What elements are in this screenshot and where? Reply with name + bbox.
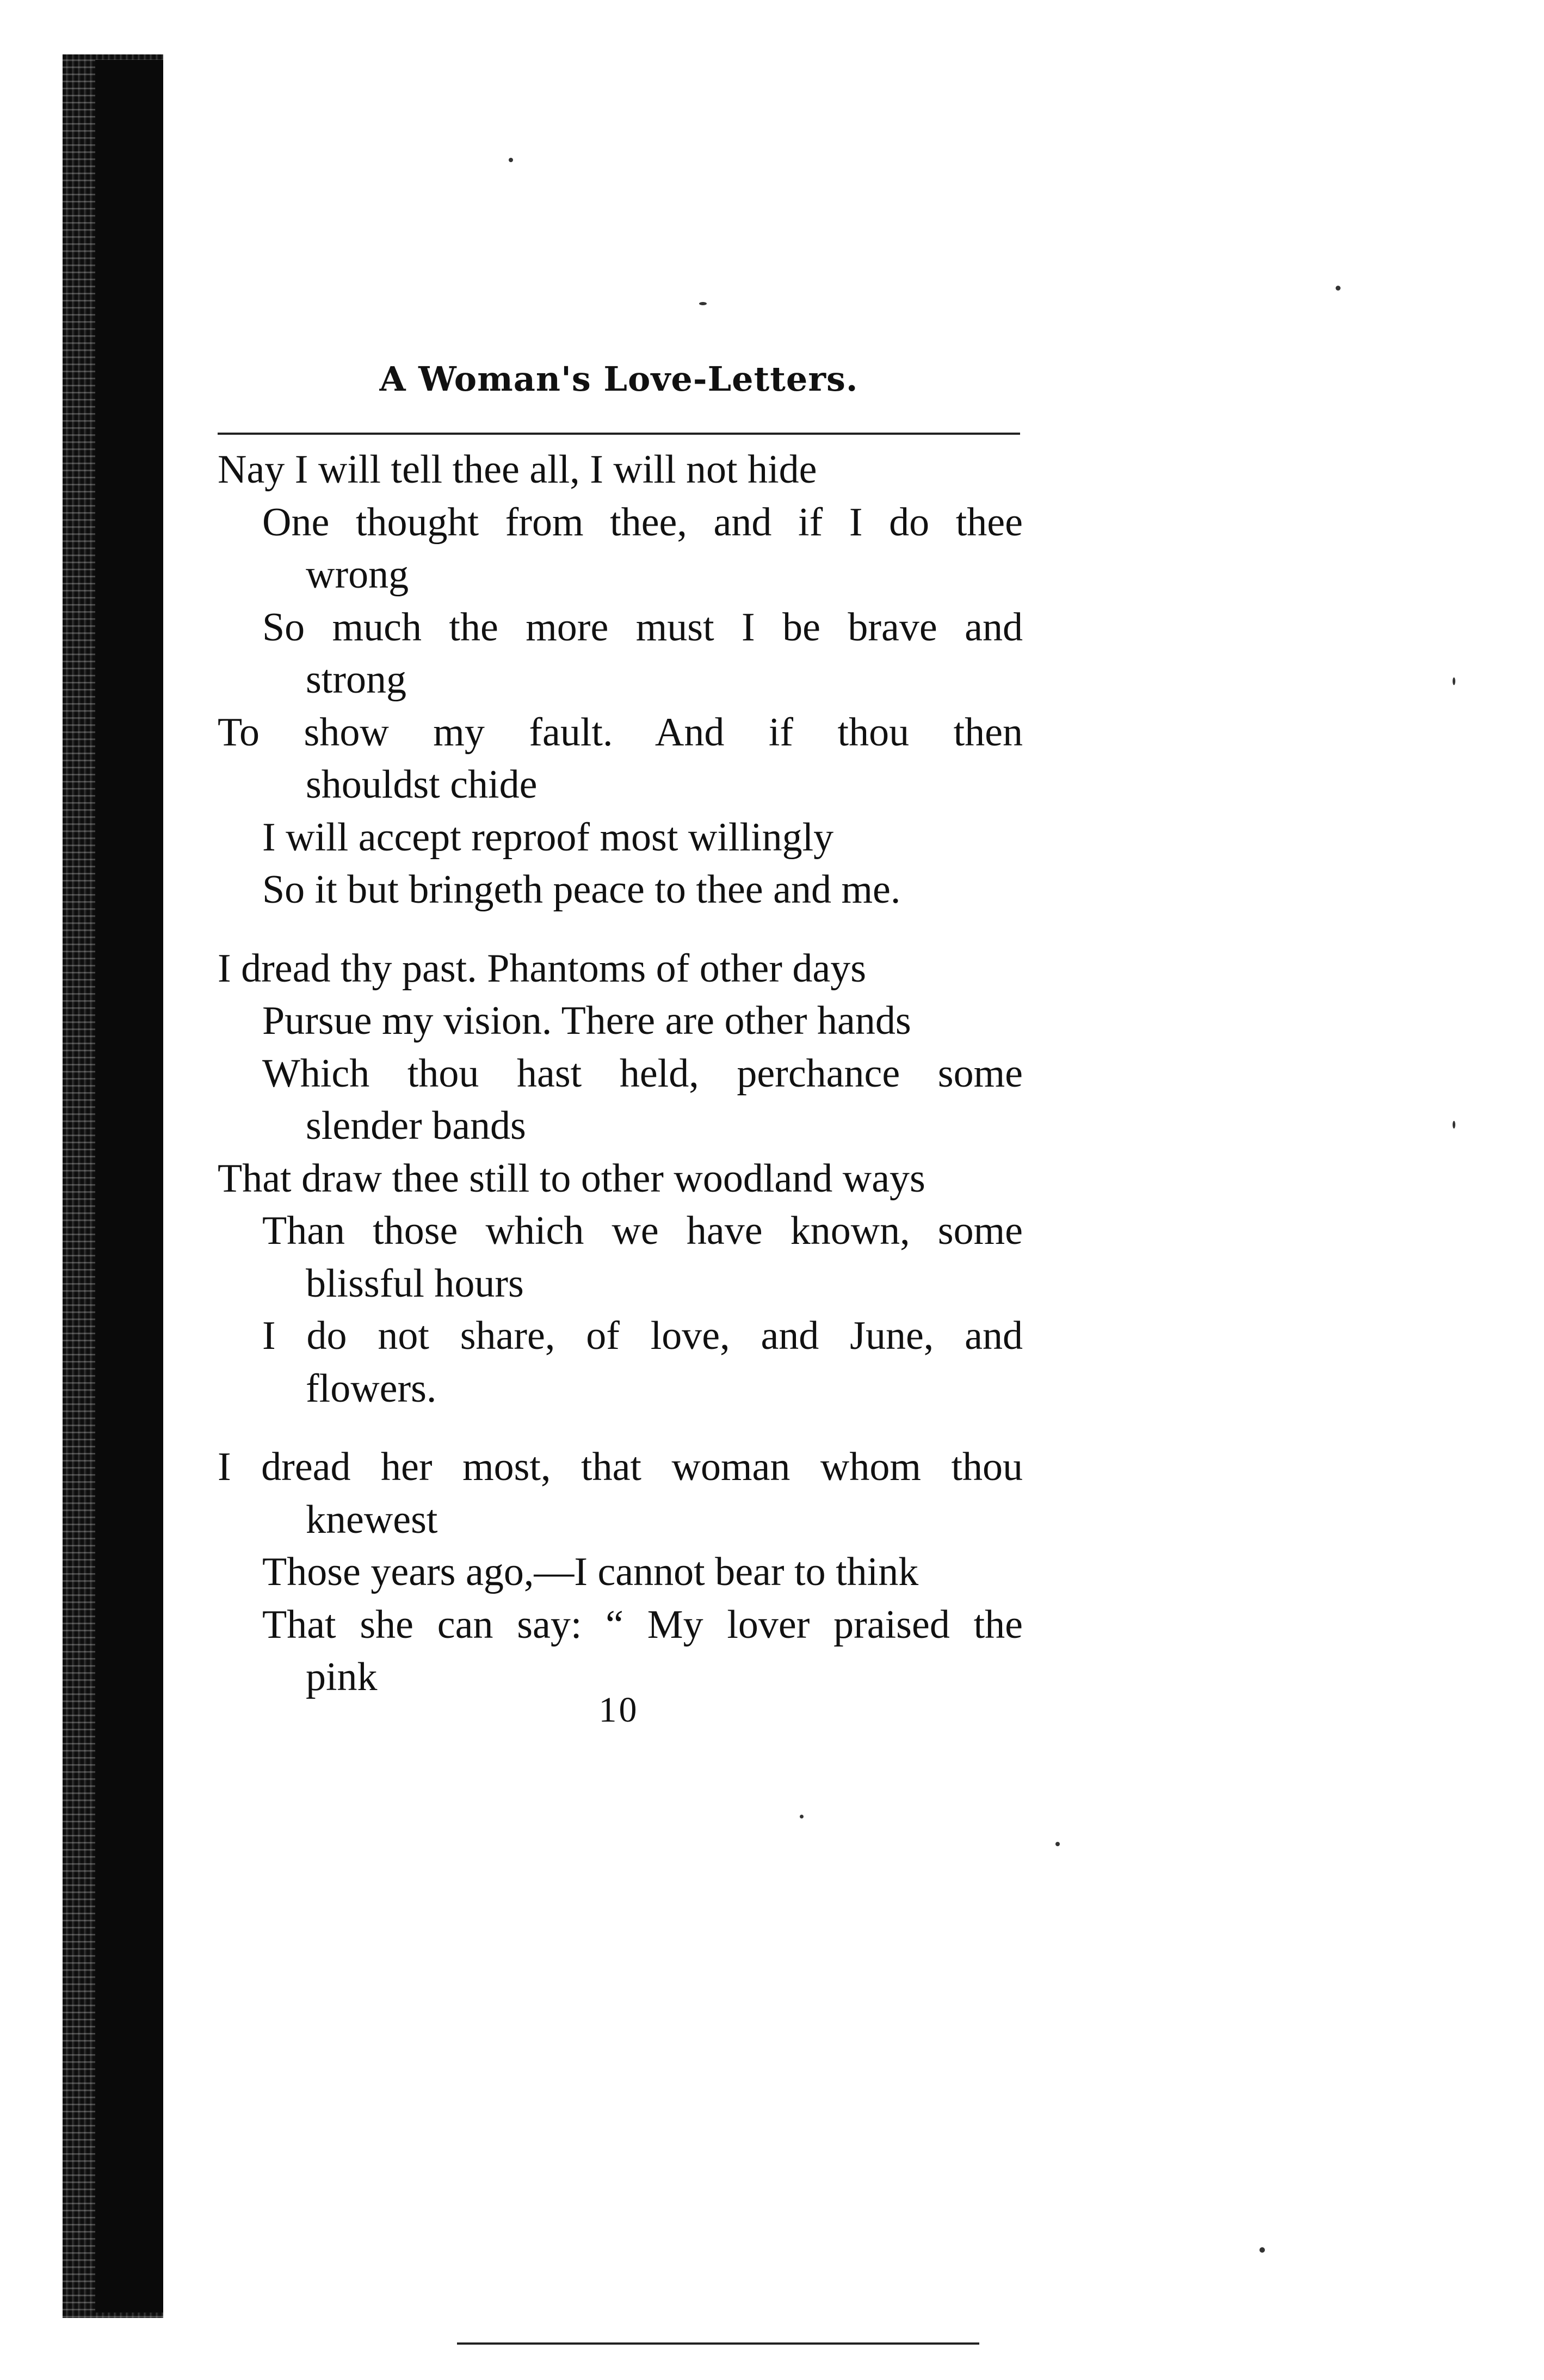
scan-speck xyxy=(1453,1121,1455,1129)
stanza xyxy=(218,942,1023,1415)
poem-line: To show my fault. And if thou then xyxy=(218,710,1023,755)
scan-speck xyxy=(1336,286,1341,291)
poem-line: Pursue my vision. There are other hands xyxy=(262,998,911,1043)
running-head: A Woman's Love-Letters. xyxy=(379,359,859,399)
poem-body xyxy=(218,443,1023,1704)
poem-line: flowers. xyxy=(306,1366,437,1411)
poem-line: shouldst chide xyxy=(306,762,538,807)
poem-line: That draw thee still to other woodland ways xyxy=(218,1156,925,1201)
page-number: 10 xyxy=(598,1690,639,1730)
scan-speck xyxy=(1453,677,1455,685)
header-rule xyxy=(218,433,1020,435)
poem-line: Which thou hast held, perchance some xyxy=(262,1051,1023,1096)
poem-line: knewest xyxy=(306,1497,438,1542)
poem-line: Those years ago,—I cannot bear to think xyxy=(262,1550,919,1594)
poem-line: wrong xyxy=(306,552,409,597)
poem-line: blissful hours xyxy=(306,1261,524,1306)
poem-line: That she can say: “ My lover praised the xyxy=(262,1602,1023,1647)
scan-speck xyxy=(1055,1842,1060,1846)
poem-line: slender bands xyxy=(306,1103,526,1148)
scan-speck xyxy=(800,1815,804,1818)
poem-line: Nay I will tell thee all, I will not hide xyxy=(218,447,817,492)
poem-line: pink xyxy=(306,1655,378,1699)
poem-line: I will accept reproof most willingly xyxy=(262,815,834,860)
scan-speck xyxy=(699,302,707,305)
book-binding-edge xyxy=(95,60,163,2313)
poem-line: So it but bringeth peace to thee and me. xyxy=(262,867,901,912)
poem-line: One thought from thee, and if I do thee xyxy=(262,500,1023,545)
poem-line: I dread thy past. Phantoms of other days xyxy=(218,946,866,991)
poem-line: Than those which we have known, some xyxy=(262,1209,1023,1253)
poem-line: I do not share, of love, and June, and xyxy=(262,1314,1023,1358)
poem-line: So much the more must I be brave and xyxy=(262,605,1023,650)
scan-speck xyxy=(1259,2247,1265,2253)
footer-rule xyxy=(457,2342,979,2345)
poem-line: strong xyxy=(306,657,406,702)
stanza xyxy=(218,1441,1023,1704)
poem-line: I dread her most, that woman whom thou xyxy=(218,1445,1023,1489)
stanza xyxy=(218,443,1023,916)
scan-speck xyxy=(509,158,513,162)
